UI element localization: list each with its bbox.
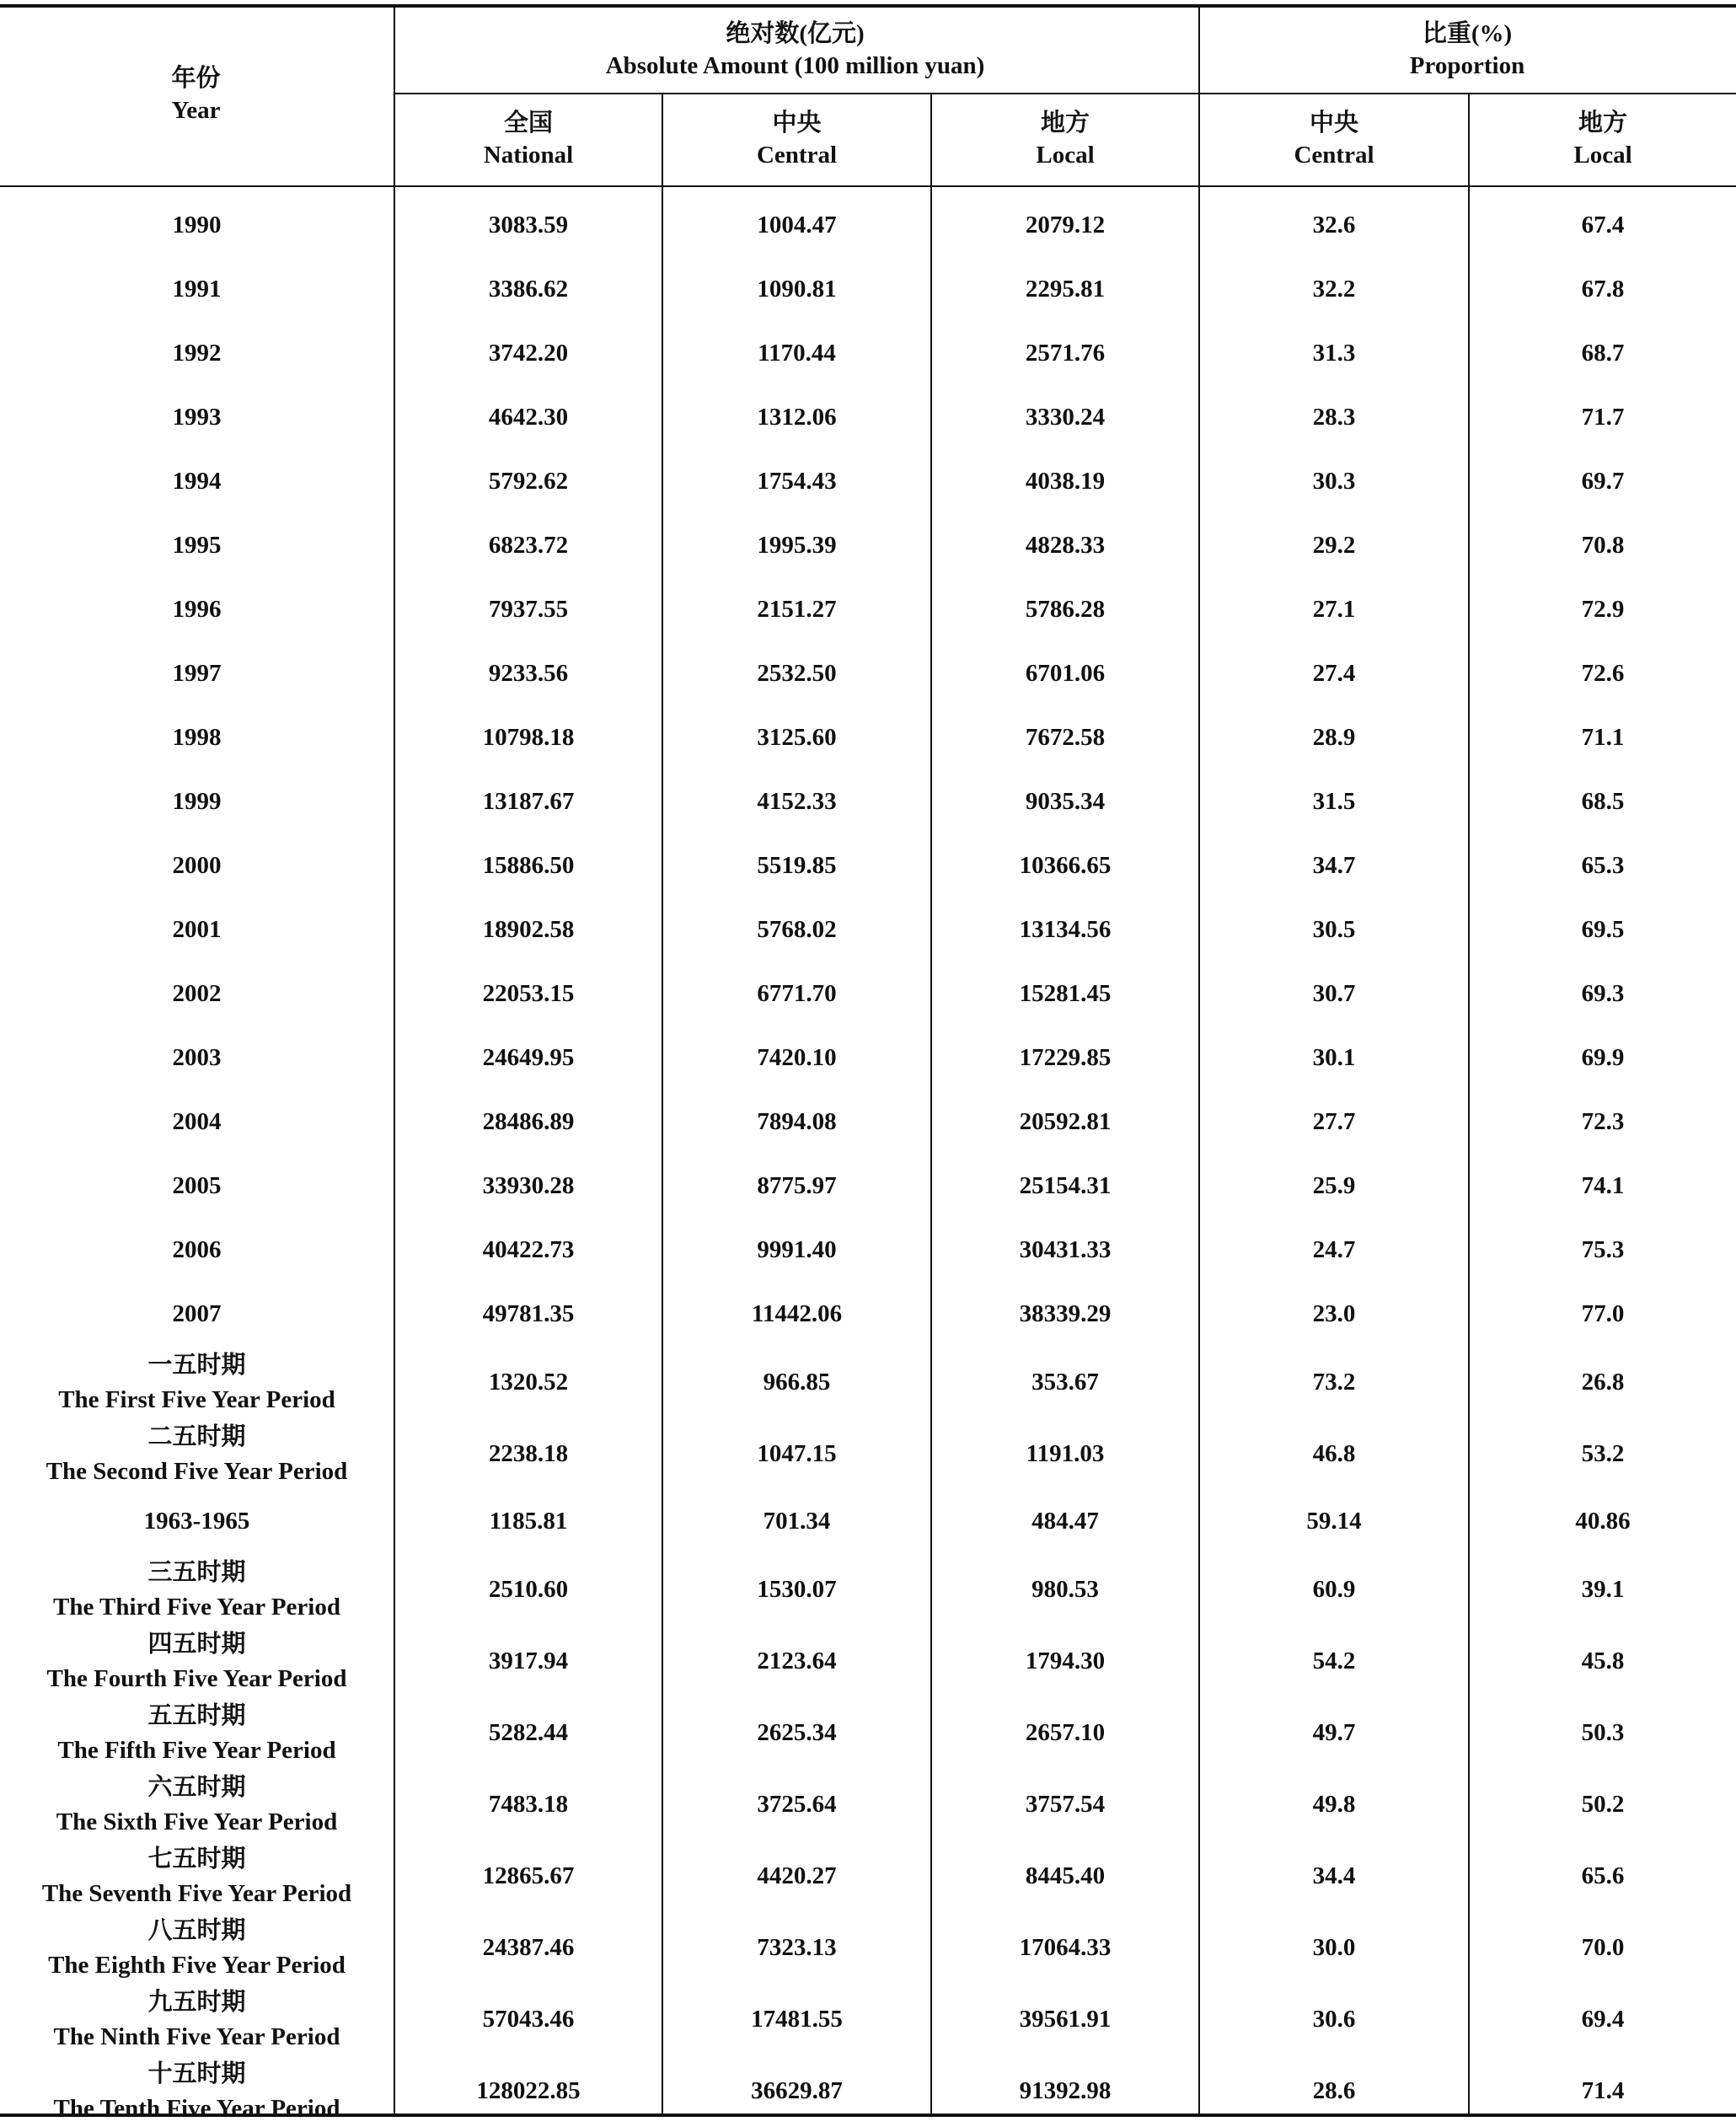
table-cell: 17229.85	[1019, 1044, 1112, 1072]
row-label-year: 1999	[172, 788, 222, 816]
row-label	[0, 1554, 394, 1626]
row-label-zh: 十五时期	[147, 2060, 246, 2087]
row-label-en: The Tenth Five Year Period	[53, 2094, 340, 2122]
table-cell: 9991.40	[757, 1236, 837, 1264]
table-cell: 1090.81	[757, 276, 837, 303]
column-header	[663, 94, 930, 185]
row-label	[0, 2055, 394, 2127]
table-cell: 68.7	[1581, 340, 1625, 367]
table-cell: 1312.06	[757, 404, 837, 431]
table-cell: 49781.35	[482, 1300, 575, 1328]
table-cell: 6701.06	[1025, 660, 1106, 688]
column-header-en: Central	[1294, 142, 1374, 169]
row-label	[0, 258, 394, 322]
row-label	[0, 706, 394, 770]
row-label	[0, 770, 394, 834]
row-label-year: 1990	[172, 212, 222, 239]
column-header-en: National	[483, 142, 574, 169]
table-cell: 29.2	[1312, 532, 1356, 560]
table-cell: 1995.39	[757, 532, 837, 560]
table-cell: 2123.64	[757, 1647, 837, 1674]
table-cell: 2295.81	[1025, 276, 1106, 303]
row-label	[0, 1418, 394, 1490]
table-cell: 30.3	[1312, 468, 1356, 496]
table-cell: 69.5	[1581, 916, 1625, 944]
table-row	[0, 194, 1736, 258]
table-cell: 5282.44	[488, 1718, 569, 1746]
column-header	[1200, 94, 1468, 185]
column-header	[395, 94, 662, 185]
table-cell: 2151.27	[757, 596, 837, 624]
row-label-en: The First Five Year Period	[58, 1385, 335, 1413]
table-cell: 26.8	[1581, 1368, 1625, 1396]
header-absolute-en: Absolute Amount (100 million yuan)	[605, 52, 985, 79]
table-cell: 3083.59	[488, 212, 569, 239]
row-label-zh: 六五时期	[147, 1773, 246, 1801]
table-row	[0, 2055, 1736, 2127]
row-label-year: 1992	[172, 340, 222, 367]
table-cell: 24387.46	[482, 1933, 575, 1961]
row-label-year: 2000	[172, 852, 222, 880]
table-cell: 12865.67	[482, 1862, 575, 1889]
table-cell: 13134.56	[1019, 916, 1112, 944]
row-label	[0, 898, 394, 962]
table-cell: 40.86	[1575, 1508, 1631, 1535]
row-label-zh: 五五时期	[147, 1701, 246, 1729]
table-row	[0, 1490, 1736, 1554]
table-row	[0, 1155, 1736, 1219]
table-cell: 73.2	[1312, 1368, 1356, 1396]
table-row	[0, 1840, 1736, 1912]
row-label	[0, 1347, 394, 1418]
table-cell: 7420.10	[757, 1044, 837, 1072]
row-label	[0, 578, 394, 642]
table-cell: 17064.33	[1019, 1933, 1112, 1961]
row-label-zh: 一五时期	[147, 1351, 246, 1379]
row-label-zh: 八五时期	[147, 1916, 246, 1944]
table-cell: 72.3	[1581, 1108, 1625, 1136]
table-cell: 32.6	[1312, 212, 1356, 239]
table-cell: 128022.85	[476, 2076, 581, 2104]
row-label-zh: 九五时期	[147, 1988, 246, 2016]
row-label-en: The Sixth Five Year Period	[56, 1808, 338, 1835]
table-cell: 53.2	[1581, 1439, 1625, 1467]
row-label	[0, 1219, 394, 1283]
table-cell: 34.7	[1312, 852, 1356, 880]
table-cell: 50.3	[1581, 1718, 1625, 1746]
table-cell: 4642.30	[488, 404, 569, 431]
table-row	[0, 322, 1736, 386]
table-cell: 20592.81	[1019, 1108, 1112, 1136]
table-cell: 30.6	[1312, 2005, 1356, 2033]
table-cell: 60.9	[1312, 1575, 1356, 1603]
table-cell: 701.34	[763, 1508, 831, 1535]
table-cell: 71.1	[1581, 724, 1625, 752]
header-absolute	[394, 8, 1197, 93]
table-cell: 1320.52	[488, 1368, 569, 1396]
row-label-year: 2006	[172, 1236, 222, 1264]
table-cell: 36629.87	[751, 2076, 843, 2104]
table-cell: 7323.13	[757, 1933, 837, 1961]
header-proportion	[1198, 8, 1736, 93]
table-cell: 65.3	[1581, 852, 1625, 880]
row-label	[0, 1769, 394, 1840]
column-header-zh: 中央	[772, 110, 822, 137]
row-label	[0, 194, 394, 258]
table-cell: 4038.19	[1025, 468, 1106, 496]
table-cell: 9233.56	[488, 660, 569, 688]
table-cell: 5792.62	[488, 468, 569, 496]
table-cell: 71.7	[1581, 404, 1625, 431]
table-cell: 28.6	[1312, 2076, 1356, 2104]
table-row	[0, 1418, 1736, 1490]
row-label-year: 2001	[172, 916, 222, 944]
table-cell: 91392.98	[1019, 2076, 1112, 2104]
table-cell: 1530.07	[757, 1575, 837, 1603]
table-cell: 40422.73	[482, 1236, 575, 1264]
table-cell: 69.9	[1581, 1044, 1625, 1072]
table-top-rule	[0, 4, 1736, 8]
row-label-year: 2007	[172, 1300, 222, 1328]
table-cell: 24.7	[1312, 1236, 1356, 1264]
table-row	[0, 1769, 1736, 1840]
table-cell: 6771.70	[757, 980, 837, 1008]
row-label-zh: 三五时期	[147, 1558, 246, 1586]
table-cell: 5519.85	[757, 852, 837, 880]
table-cell: 39561.91	[1019, 2005, 1112, 2033]
table-cell: 27.4	[1312, 660, 1356, 688]
table-cell: 4420.27	[757, 1862, 837, 1889]
table-cell: 5786.28	[1025, 596, 1106, 624]
row-label	[0, 642, 394, 706]
table-cell: 69.3	[1581, 980, 1625, 1008]
row-label	[0, 1283, 394, 1347]
table-row	[0, 1347, 1736, 1418]
table-cell: 27.7	[1312, 1108, 1356, 1136]
column-header-zh: 中央	[1309, 110, 1358, 137]
table-cell: 2532.50	[757, 660, 837, 688]
row-label	[0, 514, 394, 578]
table-cell: 50.2	[1581, 1790, 1625, 1818]
row-label-year: 1995	[172, 532, 222, 560]
column-header-en: Local	[1036, 142, 1095, 169]
table-cell: 30.0	[1312, 1933, 1356, 1961]
table-cell: 7937.55	[488, 596, 569, 624]
column-header-en: Local	[1573, 142, 1632, 169]
table-cell: 31.5	[1312, 788, 1356, 816]
row-label	[0, 1840, 394, 1912]
row-label	[0, 1912, 394, 1984]
table-cell: 75.3	[1581, 1236, 1625, 1264]
table-cell: 353.67	[1031, 1368, 1099, 1396]
table-cell: 33930.28	[482, 1172, 575, 1200]
table-row	[0, 770, 1736, 834]
table-cell: 32.2	[1312, 276, 1356, 303]
table-row	[0, 1984, 1736, 2055]
table-cell: 2079.12	[1025, 212, 1106, 239]
row-label	[0, 1626, 394, 1697]
row-label-year: 2003	[172, 1044, 222, 1072]
table-cell: 71.4	[1581, 2076, 1625, 2104]
table-cell: 7672.58	[1025, 724, 1106, 752]
table-cell: 10366.65	[1019, 852, 1112, 880]
table-row	[0, 1554, 1736, 1626]
table-cell: 30.1	[1312, 1044, 1356, 1072]
table-cell: 15281.45	[1019, 980, 1112, 1008]
column-header-zh: 地方	[1040, 110, 1090, 137]
table-cell: 70.8	[1581, 532, 1625, 560]
column-header	[1470, 94, 1736, 185]
header-year	[0, 7, 392, 184]
row-label-year: 2002	[172, 980, 222, 1008]
row-label-year: 1994	[172, 468, 222, 496]
table-cell: 34.4	[1312, 1862, 1356, 1889]
table-cell: 49.7	[1312, 1718, 1356, 1746]
table-row	[0, 1283, 1736, 1347]
table-row	[0, 642, 1736, 706]
table-cell: 57043.46	[482, 2005, 575, 2033]
table-cell: 31.3	[1312, 340, 1356, 367]
table-cell: 1754.43	[757, 468, 837, 496]
table-cell: 23.0	[1312, 1300, 1356, 1328]
table-cell: 3917.94	[488, 1647, 569, 1674]
column-header-en: Central	[756, 142, 838, 169]
table-row	[0, 386, 1736, 450]
row-label	[0, 1697, 394, 1769]
column-header	[932, 94, 1198, 185]
table-cell: 17481.55	[751, 2005, 843, 2033]
table-row	[0, 578, 1736, 642]
table-cell: 2238.18	[488, 1439, 569, 1467]
table-cell: 1170.44	[758, 340, 836, 367]
header-absolute-zh: 绝对数(亿元)	[726, 20, 865, 48]
row-label	[0, 1490, 394, 1554]
table-cell: 1185.81	[489, 1508, 568, 1535]
table-row	[0, 1626, 1736, 1697]
table-cell: 39.1	[1581, 1575, 1625, 1603]
table-cell: 45.8	[1581, 1647, 1625, 1674]
row-label	[0, 962, 394, 1026]
table-row	[0, 1090, 1736, 1155]
row-label-en: The Third Five Year Period	[52, 1593, 340, 1621]
table-cell: 1047.15	[757, 1439, 837, 1467]
table-row	[0, 834, 1736, 898]
header-year-zh: 年份	[171, 65, 221, 93]
row-label-year: 2005	[172, 1172, 222, 1200]
table-cell: 15886.50	[482, 852, 575, 880]
row-label-year: 1963-1965	[143, 1508, 250, 1535]
table-row	[0, 1912, 1736, 1984]
row-label	[0, 1090, 394, 1155]
table-cell: 1191.03	[1026, 1439, 1105, 1467]
header-proportion-en: Proportion	[1409, 52, 1525, 79]
row-label	[0, 1984, 394, 2055]
table-cell: 980.53	[1031, 1575, 1099, 1603]
table-cell: 8445.40	[1025, 1862, 1106, 1889]
row-label-zh: 四五时期	[147, 1630, 246, 1658]
table-row	[0, 514, 1736, 578]
table-cell: 3725.64	[757, 1790, 837, 1818]
table-cell: 18902.58	[482, 916, 575, 944]
table-row	[0, 706, 1736, 770]
table-cell: 28486.89	[482, 1108, 575, 1136]
row-label-en: The Second Five Year Period	[46, 1457, 348, 1485]
row-label	[0, 322, 394, 386]
row-label	[0, 1155, 394, 1219]
table-cell: 28.9	[1312, 724, 1356, 752]
table-cell: 22053.15	[482, 980, 575, 1008]
table-cell: 28.3	[1312, 404, 1356, 431]
table-cell: 3330.24	[1025, 404, 1106, 431]
column-header-zh: 全国	[503, 110, 553, 137]
table-cell: 3742.20	[488, 340, 569, 367]
row-label-en: The Ninth Five Year Period	[53, 2023, 340, 2050]
table-cell: 1794.30	[1025, 1647, 1106, 1674]
table-row	[0, 898, 1736, 962]
table-cell: 3757.54	[1025, 1790, 1106, 1818]
table-cell: 70.0	[1581, 1933, 1625, 1961]
table-cell: 72.9	[1581, 596, 1625, 624]
table-cell: 9035.34	[1025, 788, 1106, 816]
row-label	[0, 834, 394, 898]
table-cell: 8775.97	[757, 1172, 837, 1200]
table-cell: 30.7	[1312, 980, 1356, 1008]
table-cell: 6823.72	[488, 532, 569, 560]
row-label-year: 1993	[172, 404, 222, 431]
row-label-en: The Fourth Five Year Period	[46, 1664, 347, 1692]
table-cell: 3125.60	[757, 724, 837, 752]
table-cell: 10798.18	[482, 724, 575, 752]
table-cell: 30.5	[1312, 916, 1356, 944]
table-cell: 69.7	[1581, 468, 1625, 496]
table-cell: 27.1	[1312, 596, 1356, 624]
table-cell: 7483.18	[488, 1790, 569, 1818]
table-cell: 966.85	[763, 1368, 831, 1396]
table-row	[0, 1026, 1736, 1090]
row-label	[0, 1026, 394, 1090]
row-label-year: 1997	[172, 660, 222, 688]
table-cell: 25.9	[1312, 1172, 1356, 1200]
table-cell: 67.4	[1581, 212, 1625, 239]
table-cell: 68.5	[1581, 788, 1625, 816]
table-cell: 59.14	[1306, 1508, 1362, 1535]
row-label-year: 1998	[172, 724, 222, 752]
row-label-year: 1991	[172, 276, 222, 303]
row-label	[0, 386, 394, 450]
row-label-en: The Eighth Five Year Period	[48, 1951, 346, 1979]
row-label	[0, 450, 394, 514]
table-row	[0, 962, 1736, 1026]
header-year-en: Year	[171, 97, 221, 124]
table-cell: 69.4	[1581, 2005, 1625, 2033]
table-cell: 2571.76	[1025, 340, 1106, 367]
header-proportion-zh: 比重(%)	[1422, 20, 1513, 48]
table-cell: 2510.60	[488, 1575, 569, 1603]
row-label-year: 1996	[172, 596, 222, 624]
row-label-zh: 二五时期	[147, 1422, 246, 1450]
table-cell: 5768.02	[757, 916, 837, 944]
table-cell: 72.6	[1581, 660, 1625, 688]
table-cell: 1004.47	[757, 212, 837, 239]
header-bottom-rule	[0, 185, 1736, 187]
row-label-en: The Seventh Five Year Period	[41, 1879, 352, 1907]
table-row	[0, 1697, 1736, 1769]
table-cell: 4152.33	[757, 788, 837, 816]
table-cell: 54.2	[1312, 1647, 1356, 1674]
table-cell: 484.47	[1031, 1508, 1099, 1535]
table-row	[0, 450, 1736, 514]
table-cell: 4828.33	[1025, 532, 1106, 560]
table-cell: 13187.67	[482, 788, 575, 816]
table-cell: 24649.95	[482, 1044, 575, 1072]
column-header-zh: 地方	[1578, 110, 1627, 137]
table-cell: 74.1	[1581, 1172, 1625, 1200]
table-cell: 30431.33	[1019, 1236, 1112, 1264]
table-cell: 77.0	[1581, 1300, 1625, 1328]
table-cell: 2657.10	[1025, 1718, 1106, 1746]
table-cell: 49.8	[1312, 1790, 1356, 1818]
table-cell: 2625.34	[757, 1718, 837, 1746]
table-cell: 11442.06	[751, 1300, 843, 1328]
row-label-year: 2004	[172, 1108, 222, 1136]
table-row	[0, 1219, 1736, 1283]
table-cell: 3386.62	[488, 276, 569, 303]
table-cell: 46.8	[1312, 1439, 1356, 1467]
table-cell: 67.8	[1581, 276, 1625, 303]
table-row	[0, 258, 1736, 322]
table-cell: 65.6	[1581, 1862, 1625, 1889]
table-cell: 7894.08	[757, 1108, 837, 1136]
table-cell: 25154.31	[1019, 1172, 1112, 1200]
row-label-zh: 七五时期	[147, 1845, 246, 1873]
table-cell: 38339.29	[1019, 1300, 1112, 1328]
row-label-en: The Fifth Five Year Period	[57, 1736, 336, 1764]
